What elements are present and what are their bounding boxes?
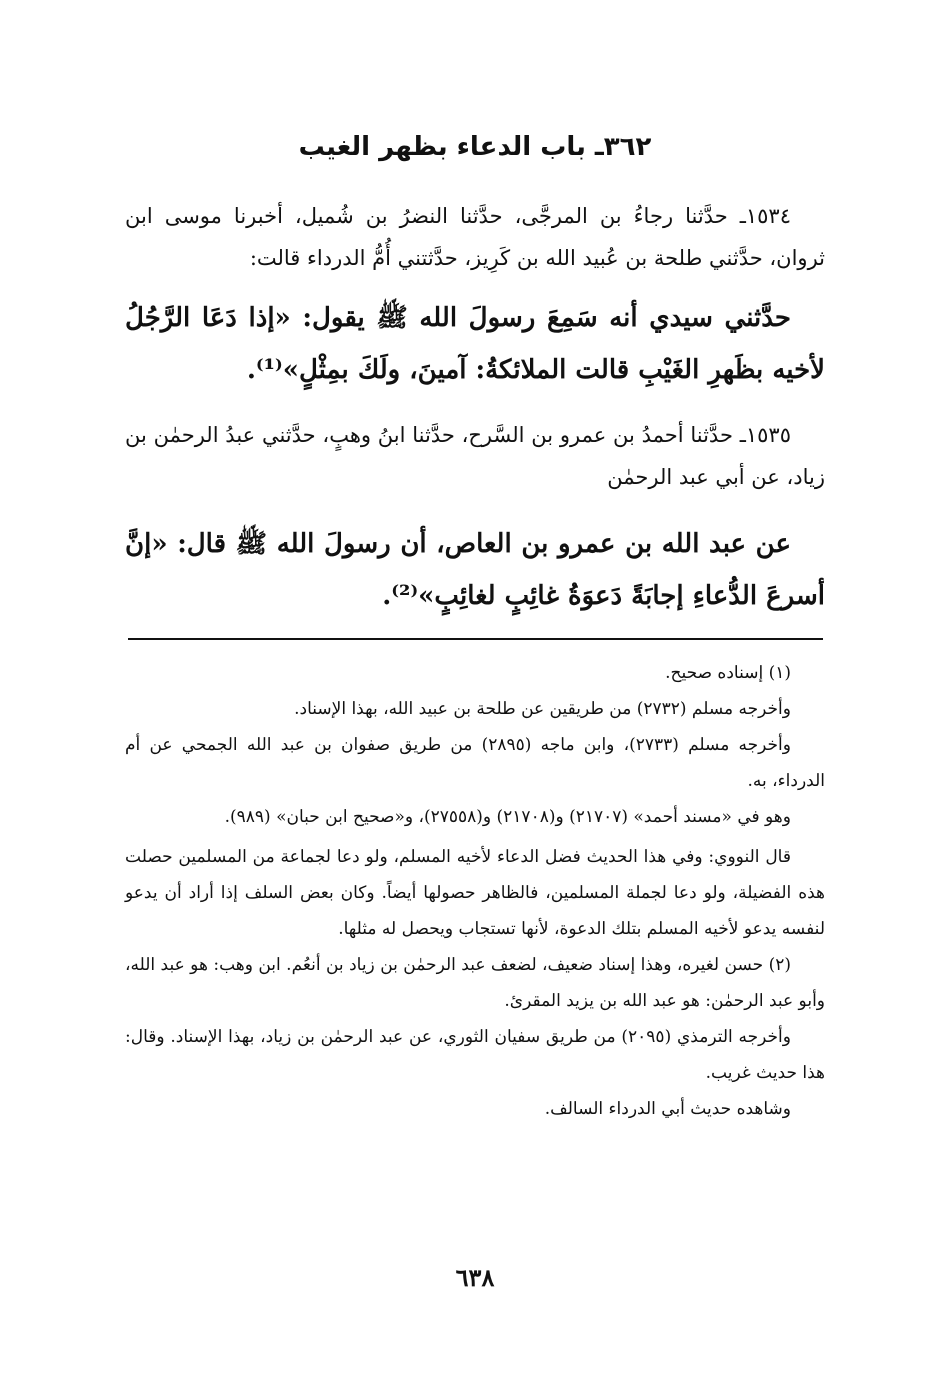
footnote-line: وأخرجه مسلم (٢٧٣٢) من طريقين عن طلحة بن عبيد الله، بهذا الإسناد. xyxy=(294,699,791,719)
footnote-line: وهو في «مسند أحمد» (٢١٧٠٧) و(٢١٧٠٨) و(٢٧٥٥٨)، و«صحيح ابن حبان» (٩٨٩). xyxy=(224,807,791,827)
footnote-line: وأخرجه الترمذي (٢٠٩٥) من طريق سفيان الثوري، عن عبد الرحمٰن بن زياد، بهذا الإسناد. وقال: هذا حديث غريب. xyxy=(125,1027,825,1083)
hadith-1534 xyxy=(125,195,825,279)
page-number: ٦٣٨ xyxy=(455,1263,495,1292)
chapter-title: ٣٦٢ـ باب الدعاء بظهر الغيب xyxy=(298,132,652,162)
hadith-1535 xyxy=(125,414,825,498)
hadith-isnad: ١٥٣٥ـ حدَّثنا أحمدُ بن عمرو بن السَّرح، حدَّثنا ابنُ وهبٍ، حدَّثني عبدُ الرحمٰن بن زياد، عن أبي عبد الرحمٰن xyxy=(125,423,825,489)
hadith-1535-matn xyxy=(125,518,825,622)
footnote-line: قال النووي: وفي هذا الحديث فضل الدعاء لأخيه المسلم، ولو دعا لجماعة من المسلمين حصلت هذه الفضيلة، ولو دعا لجملة المسلمين، فالظاهر حصولها أيضاً. وكان بعض السلف إذا أراد أن يدعو لنفسه يدعو لأخيه المسلم بتلك الدعوة، لأنها تستجاب ويحصل له مثلها. xyxy=(125,847,825,939)
footnote-line: (١) إسناده صحيح. xyxy=(665,663,791,683)
footnote-line: وأخرجه مسلم (٢٧٣٣)، وابن ماجه (٢٨٩٥) من طريق صفوان بن عبد الله الجمحي عن أم الدرداء، به. xyxy=(125,735,825,791)
hadith-matn: حدَّثني سيدي أنه سَمِعَ رسولَ الله ﷺ يقول: «إذا دَعَا الرَّجُلُ لأخيه بظَهرِ الغَيْبِ قالت الملائكةُ: آمينَ، ولَكَ بمِثْلٍ»⁽¹⁾. xyxy=(125,303,825,385)
hadith-1534-matn xyxy=(125,292,825,396)
hadith-isnad: ١٥٣٤ـ حدَّثنا رجاءُ بن المرجَّى، حدَّثنا النضرُ بن شُميل، أخبرنا موسى ابن ثروان، حدَّثني طلحة بن عُبيد الله بن كَرِيز، حدَّثتني أُمُّ الدرداء قالت: xyxy=(125,204,825,270)
footnote-separator xyxy=(128,638,823,640)
footnote-line: وشاهده حديث أبي الدرداء السالف. xyxy=(544,1099,791,1119)
footnote-line: (٢) حسن لغيره، وهذا إسناد ضعيف، لضعف عبد الرحمٰن بن زياد بن أنعُم. ابن وهب: هو عبد الله، وأبو عبد الرحمٰن: هو عبد الله بن يزيد المقرئ. xyxy=(125,955,825,1011)
footnotes xyxy=(125,655,825,1127)
hadith-matn: عن عبد الله بن عمرو بن العاص، أن رسولَ الله ﷺ قال: «إنَّ أسرعَ الدُّعاءِ إجابَةً دَعوَةُ غائِبٍ لغائِبٍ»⁽²⁾. xyxy=(125,529,825,611)
